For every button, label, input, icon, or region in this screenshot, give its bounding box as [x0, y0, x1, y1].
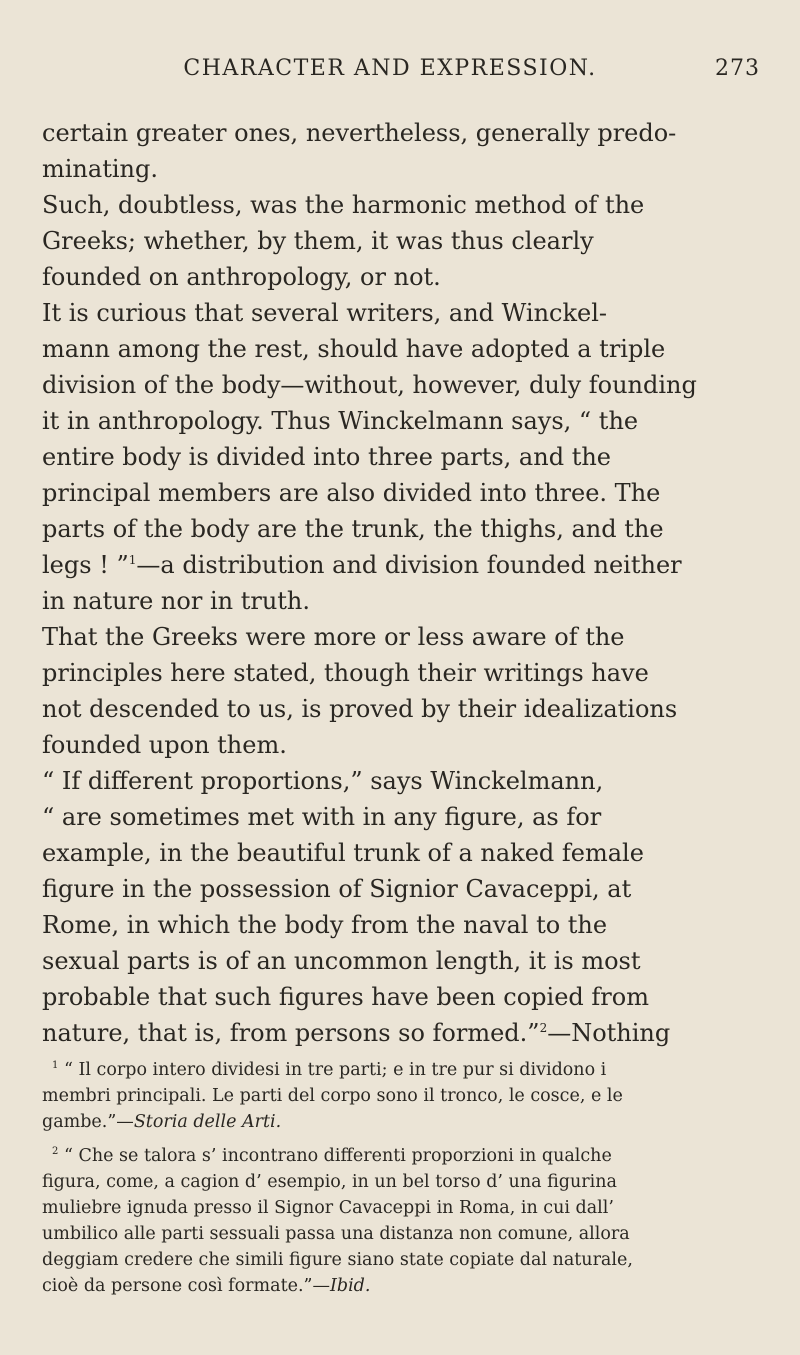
body-line: That the Greeks were more or less aware of the	[42, 623, 625, 651]
body-line: “ are sometimes met with in any figure, as for	[42, 803, 602, 831]
body-line: certain greater ones, nevertheless, generally predo-	[42, 119, 677, 147]
footnote-1-line: membri principali. Le parti del corpo sono il tronco, le cosce, e le	[42, 1086, 623, 1106]
page-number: 273	[715, 56, 760, 81]
footnote-text: gambe.”—	[42, 1112, 134, 1132]
body-line-with-footnote-ref	[42, 1018, 670, 1048]
body-line: minating.	[42, 155, 158, 183]
body-line: figure in the possession of Signior Cavaceppi, at	[42, 875, 632, 903]
body-line: “ If different proportions,” says Winckelmann,	[42, 767, 604, 795]
body-line: Rome, in which the body from the naval to the	[42, 911, 608, 939]
footnote-2-line	[42, 1274, 370, 1298]
body-line: division of the body—without, however, duly founding	[42, 371, 697, 399]
body-line-text: legs ! ”	[42, 551, 129, 579]
footnote-1-line	[52, 1058, 606, 1082]
footnote-marker-1: 1	[52, 1060, 59, 1071]
body-line: probable that such figures have been copied from	[42, 983, 649, 1011]
body-line: It is curious that several writers, and Winckel-	[42, 299, 608, 327]
body-line: mann among the rest, should have adopted a triple	[42, 335, 666, 363]
body-line-with-footnote-ref	[42, 550, 682, 580]
footnote-2-line	[52, 1144, 612, 1168]
footnote-text: “ Che se talora s’ incontrano differenti proporzioni in qualche	[63, 1146, 612, 1166]
body-line: parts of the body are the trunk, the thighs, and the	[42, 515, 664, 543]
body-line-text: —a distribution and division founded neither	[136, 551, 682, 579]
footnote-source: Storia delle Arti.	[133, 1112, 282, 1132]
footnote-2-line: deggiam credere che simili figure siano state copiate dal naturale,	[42, 1250, 633, 1270]
body-line: not descended to us, is proved by their idealizations	[42, 695, 678, 723]
footnote-2-line: figura, come, a cagion d’ esempio, in un bel torso d’ una figurina	[42, 1172, 617, 1192]
body-line: sexual parts is of an uncommon length, it is most	[42, 947, 641, 975]
footnote-ref-1: 1	[128, 553, 137, 567]
body-line-text: nature, that is, from persons so formed.”	[42, 1019, 540, 1047]
footnote-text: cioè da persone così formate.”—	[42, 1276, 330, 1296]
footnote-text: “ Il corpo intero dividesi in tre parti; e in tre pur si dividono i	[63, 1060, 607, 1080]
body-line: example, in the beautiful trunk of a naked female	[42, 839, 644, 867]
body-line: Such, doubtless, was the harmonic method of the	[42, 191, 645, 219]
footnote-marker-2: 2	[52, 1146, 59, 1157]
body-line: founded on anthropology, or not.	[42, 263, 441, 291]
footnote-source: Ibid.	[329, 1276, 371, 1296]
body-line: principal members are also divided into three. The	[42, 479, 661, 507]
body-line: entire body is divided into three parts, and the	[42, 443, 611, 471]
footnote-ref-2: 2	[539, 1021, 548, 1035]
body-line: in nature nor in truth.	[42, 587, 311, 615]
body-line: it in anthropology. Thus Winckelmann says, “ the	[42, 407, 639, 435]
body-line: founded upon them.	[42, 731, 287, 759]
body-line-text: —Nothing	[547, 1019, 671, 1047]
body-line: principles here stated, though their writings have	[42, 659, 649, 687]
running-head: CHARACTER AND EXPRESSION.	[183, 56, 597, 81]
footnote-2-line: muliebre ignuda presso il Signor Cavaceppi in Roma, in cui dall’	[42, 1198, 614, 1218]
footnote-2-line: umbilico alle parti sessuali passa una distanza non comune, allora	[42, 1224, 630, 1244]
footnote-1-line	[42, 1110, 281, 1134]
body-line: Greeks; whether, by them, it was thus clearly	[42, 227, 594, 255]
